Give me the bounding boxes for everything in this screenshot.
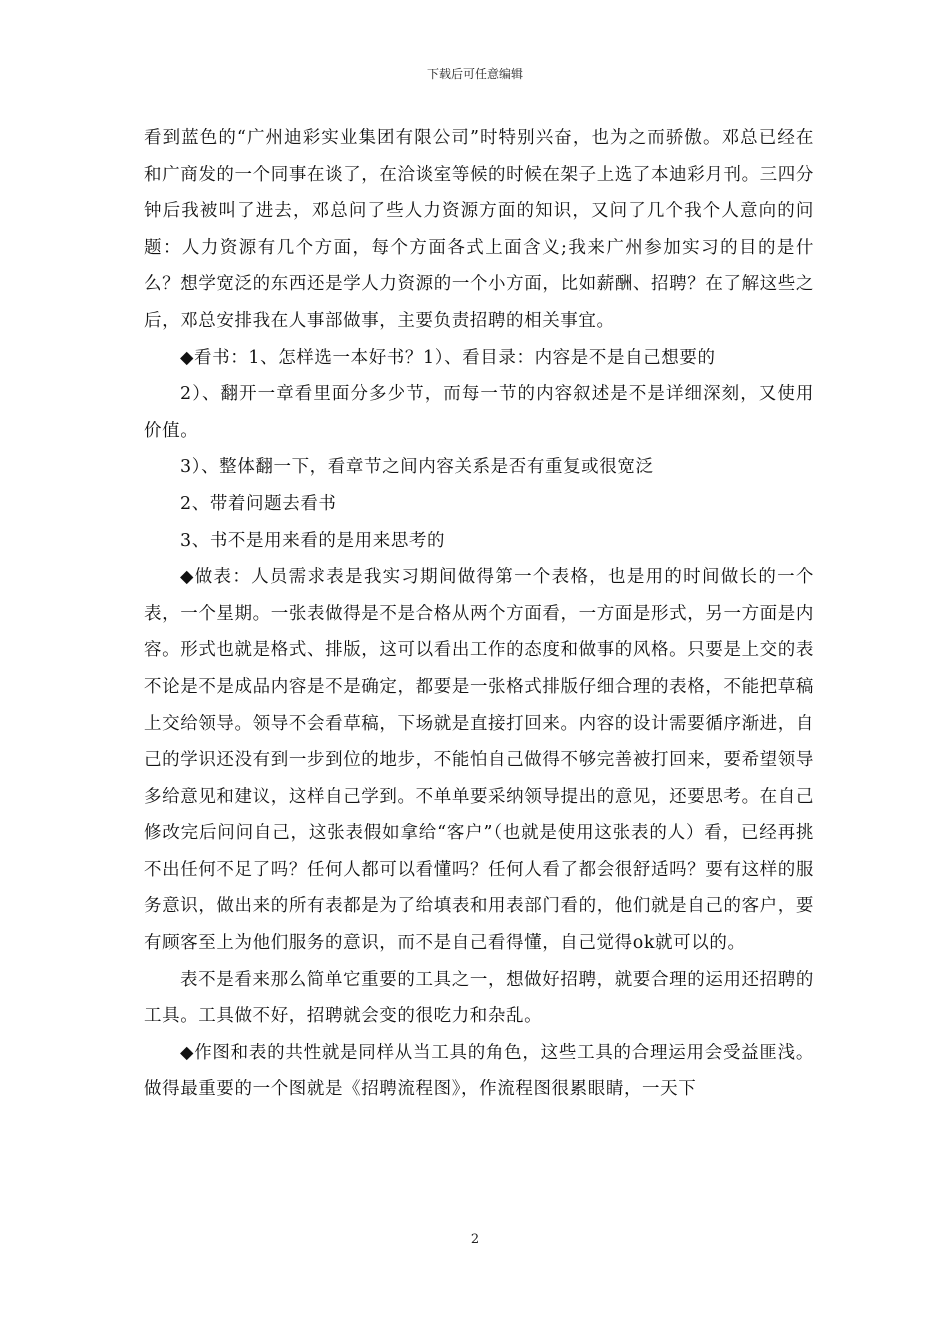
page-header: 下载后可任意编辑 bbox=[426, 67, 523, 81]
paragraph-reading-intro: ◆看书：1、怎样选一本好书？1）、看目录：内容是不是自己想要的 bbox=[180, 347, 716, 368]
paragraph-reading-point-3: 3、书不是用来看的是用来思考的 bbox=[180, 530, 446, 551]
page-number: 2 bbox=[470, 1232, 480, 1247]
paragraph-reading-step-2: 2）、翻开一章看里面分多少节，而每一节的内容叙述是不是详细深刻，又使用价值。 bbox=[144, 384, 814, 441]
paragraph-tables-as-tools: 表不是看来那么简单它重要的工具之一，想做好招聘，就要合理的运用还招聘的工具。工具做不好，招聘就会变的很吃力和杂乱。 bbox=[144, 969, 814, 1027]
paragraph-making-charts: ◆作图和表的共性就是同样从当工具的角色，这些工具的合理运用会受益匪浅。做得最重要的一个图就是《招聘流程图》，作流程图很累眼睛，一天下 bbox=[144, 1042, 814, 1100]
document-body bbox=[144, 120, 814, 1108]
paragraph-reading-point-2: 2、带着问题去看书 bbox=[180, 493, 337, 514]
paragraph-reading-step-3: 3）、整体翻一下，看章节之间内容关系是否有重复或很宽泛 bbox=[180, 457, 654, 478]
paragraph-interview: 看到蓝色的“广州迪彩实业集团有限公司”时特别兴奋，也为之而骄傲。邓总已经在和广商发的一个同事在谈了，在洽谈室等候的时候在架子上选了本迪彩月刊。三四分钟后我被叫了进去，邓总问了些人力资源方面的知识，又问了几个我个人意向的问题：人力资源有几个方面，每个方面各式上面含义;我来广州参加实习的目的是什么？想学宽泛的东西还是学人力资源的一个小方面，比如薪酬、招聘？在了解这些之后，邓总安排我在人事部做事，主要负责招聘的相关事宜。 bbox=[144, 128, 814, 331]
paragraph-making-tables: ◆做表：人员需求表是我实习期间做得第一个表格，也是用的时间做长的一个表，一个星期。一张表做得是不是合格从两个方面看，一方面是形式，另一方面是内容。形式也就是格式、排版，这可以看出工作的态度和做事的风格。只要是上交的表不论是不是成品内容是不是确定，都要是一张格式排版仔细合理的表格，不能把草稿上交给领导。领导不会看草稿，下场就是直接打回来。内容的设计需要循序渐进，自己的学识还没有到一步到位的地步，不能怕自己做得不够完善被打回来，要希望领导多给意见和建议，这样自己学到。不单单要采纳领导提出的意见，还要思考。在自己修改完后问问自己，这张表假如拿给“客户”（也就是使用这张表的人）看，已经再挑不出任何不足了吗？任何人都可以看懂吗？任何人看了都会很舒适吗？要有这样的服务意识，做出来的所有表都是为了给填表和用表部门看的，他们就是自己的客户，要有顾客至上为他们服务的意识，而不是自己看得懂，自己觉得ok就可以的。 bbox=[144, 567, 814, 954]
